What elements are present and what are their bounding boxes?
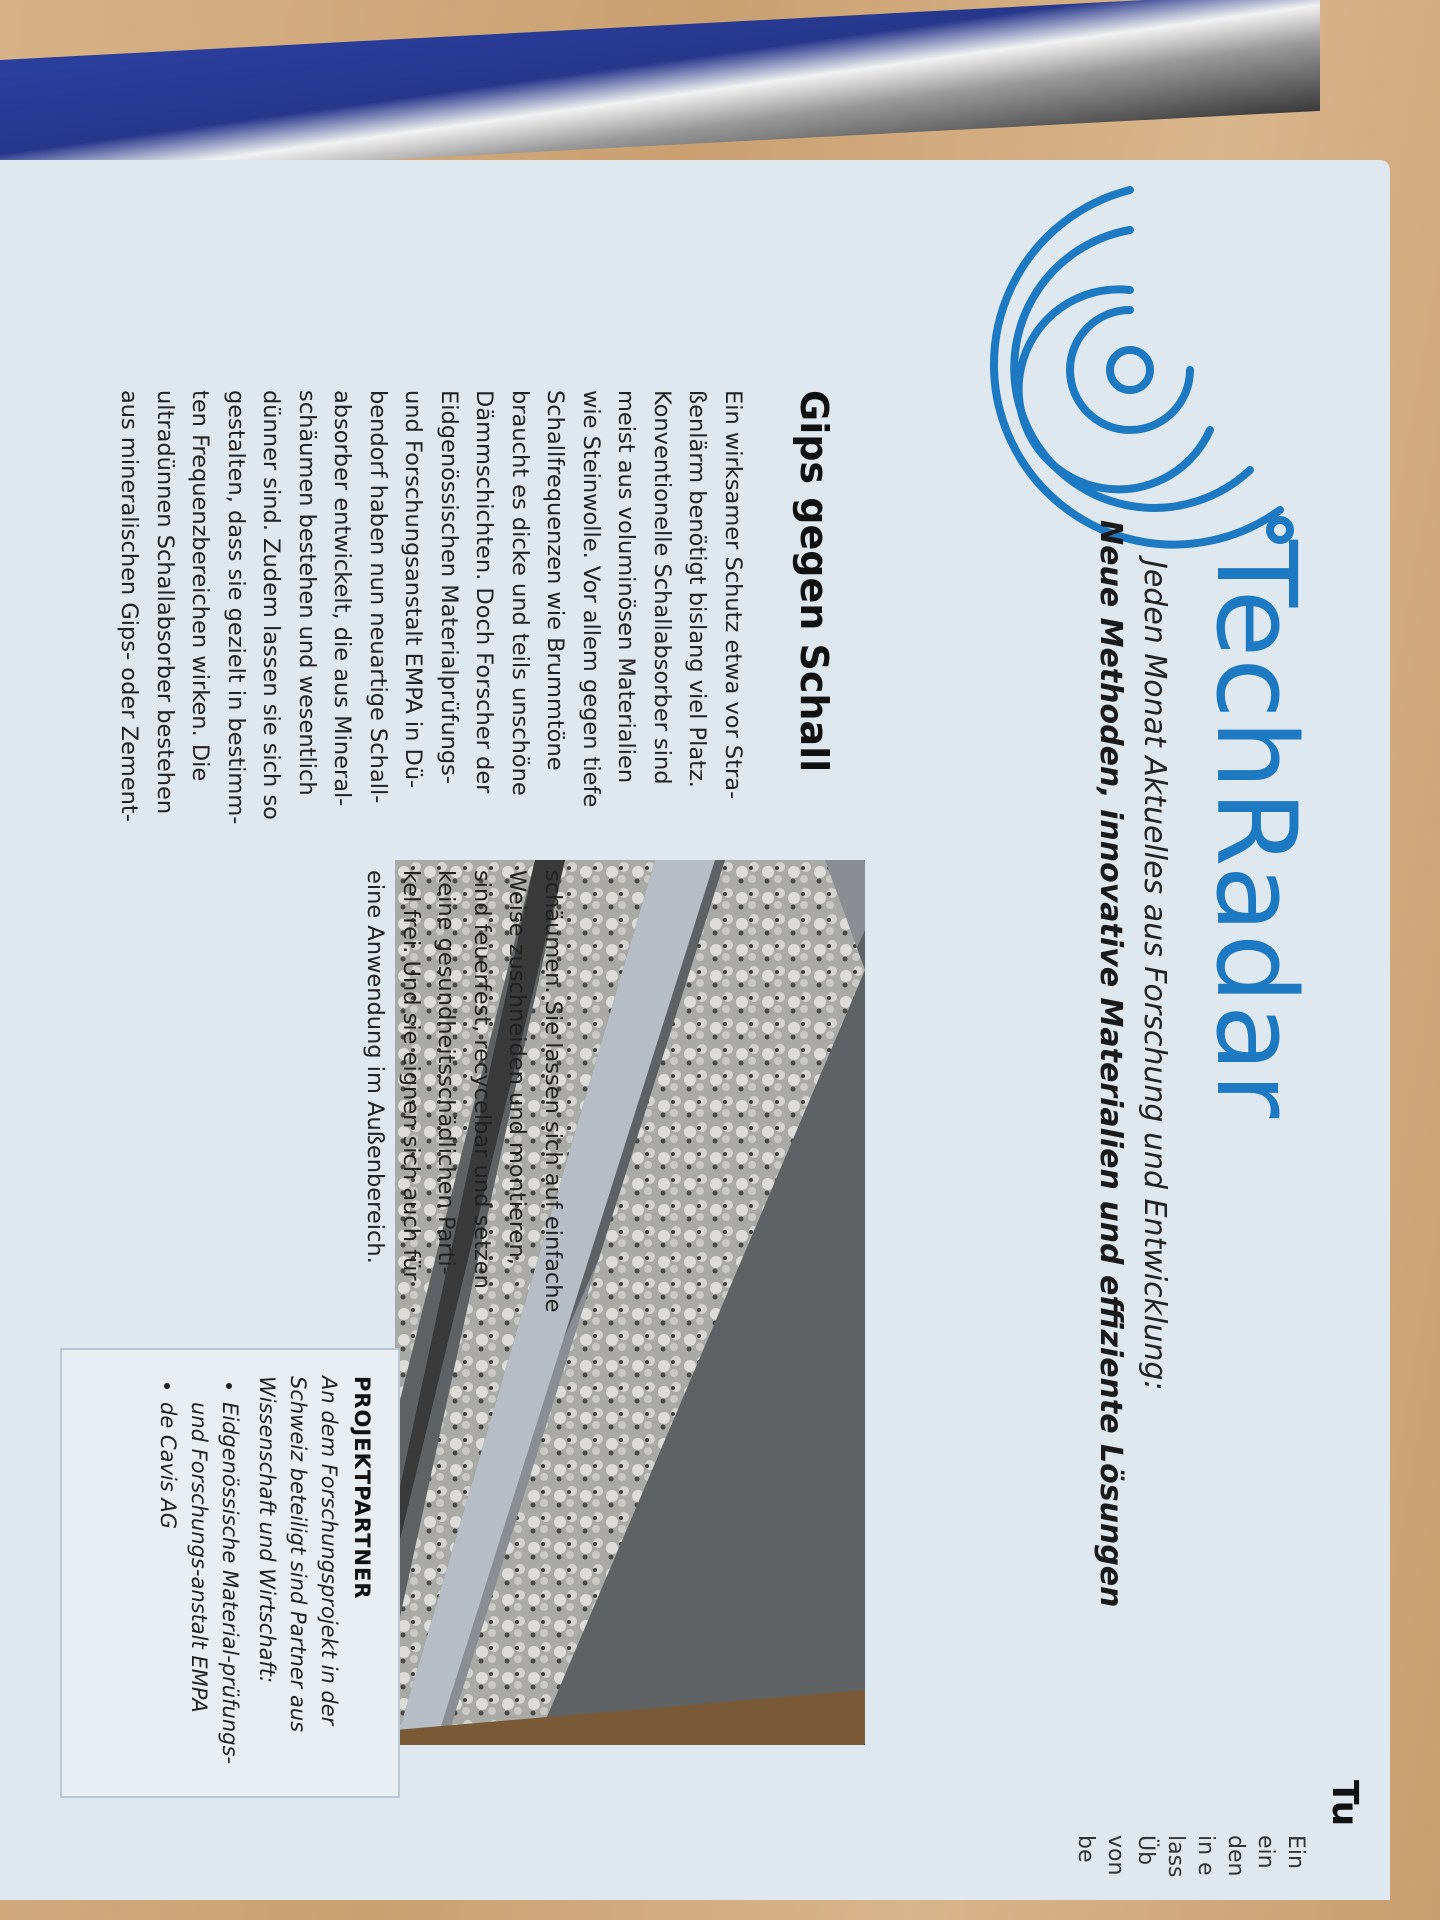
article-line: dünner sind. Zudem lassen sie sich so [258, 390, 285, 820]
article-column-2 [357, 870, 570, 1340]
concentric-circles-icon [920, 160, 1340, 580]
article-line: schäumen. Sie lassen sich auf einfache [540, 870, 566, 1313]
section-subtitle: Jeden Monat Aktuelles aus Forschung und Entwicklung: [1137, 560, 1172, 1391]
article-line: ultradünnen Schallabsorber bestehen [152, 390, 178, 815]
next-page-line: den [1223, 1835, 1248, 1877]
article-line: eine Anwendung im Außenbereich. [362, 870, 389, 1264]
partner-list [152, 1376, 245, 1770]
article-line: keine gesundheitsschädlichen Parti- [433, 870, 460, 1275]
article-headline: Gips gegen Schall [792, 390, 836, 773]
article-line: aus mineralischen Gips- oder Zement- [116, 390, 143, 822]
article-line: sind feuerfest, recycelbar und setzen [469, 870, 495, 1289]
article-line: Konventionelle Schallabsorber sind [649, 390, 675, 785]
next-page-line: von [1103, 1835, 1128, 1876]
article-line: und Forschungsanstalt EMPA in Dü- [400, 390, 427, 789]
next-page-line: Üb [1133, 1835, 1158, 1866]
project-partner-box [60, 1348, 400, 1798]
article-line: ten Frequenzbereichen wirken. Die [187, 390, 214, 782]
next-page-line: lass [1163, 1835, 1188, 1878]
section-tagline: Neue Methoden, innovative Materialien und effiziente Lösungen [1093, 520, 1128, 1608]
article-line: meist aus voluminösen Materialien [613, 390, 640, 784]
article-column-1 [111, 390, 750, 860]
partner-item: • de Cavis AG [152, 1402, 183, 1770]
next-page-heading: Tu [1324, 1780, 1365, 1827]
next-page-line: be [1073, 1835, 1098, 1863]
article-line: braucht es dicke und teils unschöne [507, 390, 533, 796]
next-page-line: ein [1253, 1835, 1278, 1869]
partner-item: • Eidgenössische Material-prüfungs- und Forschungs-anstalt EMPA [183, 1402, 245, 1770]
article-line: Schallfrequenzen wie Brummtöne [542, 390, 569, 771]
next-page-line: Ein [1283, 1835, 1308, 1869]
article-line: ßenlärm benötigt bislang viel Platz. [684, 390, 711, 788]
article-line: Dämmschichten. Doch Forscher der [471, 390, 498, 794]
article-line: bendorf haben nun neuartige Schall- [365, 390, 391, 804]
article-line: wie Steinwolle. Vor allem gegen tiefe [578, 390, 604, 808]
next-page-line: in e [1193, 1835, 1218, 1876]
article-line: schäumen bestehen und wesentlich [294, 390, 320, 796]
article-line: gestalten, dass sie gezielt in bestimm- [223, 390, 249, 825]
article-line: Ein wirksamer Schutz etwa vor Stra- [720, 390, 746, 800]
article-line: Weise zuschneiden und montieren, [504, 870, 531, 1265]
article-line: Eidgenössischen Materialprüfungs- [436, 390, 462, 784]
partner-heading: PROJEKTPARTNER [350, 1376, 374, 1600]
article-line: kel frei. Und sie eignen sich auch für [398, 870, 424, 1281]
article-line: absorber entwickelt, die aus Mineral- [329, 390, 356, 807]
magazine-section-title: TechRadar [1192, 540, 1320, 1120]
partner-intro: An dem Forschungsprojekt in der Schweiz beteiligt sind Partner aus Wissenschaft und Wirtschaft: [255, 1376, 341, 1733]
